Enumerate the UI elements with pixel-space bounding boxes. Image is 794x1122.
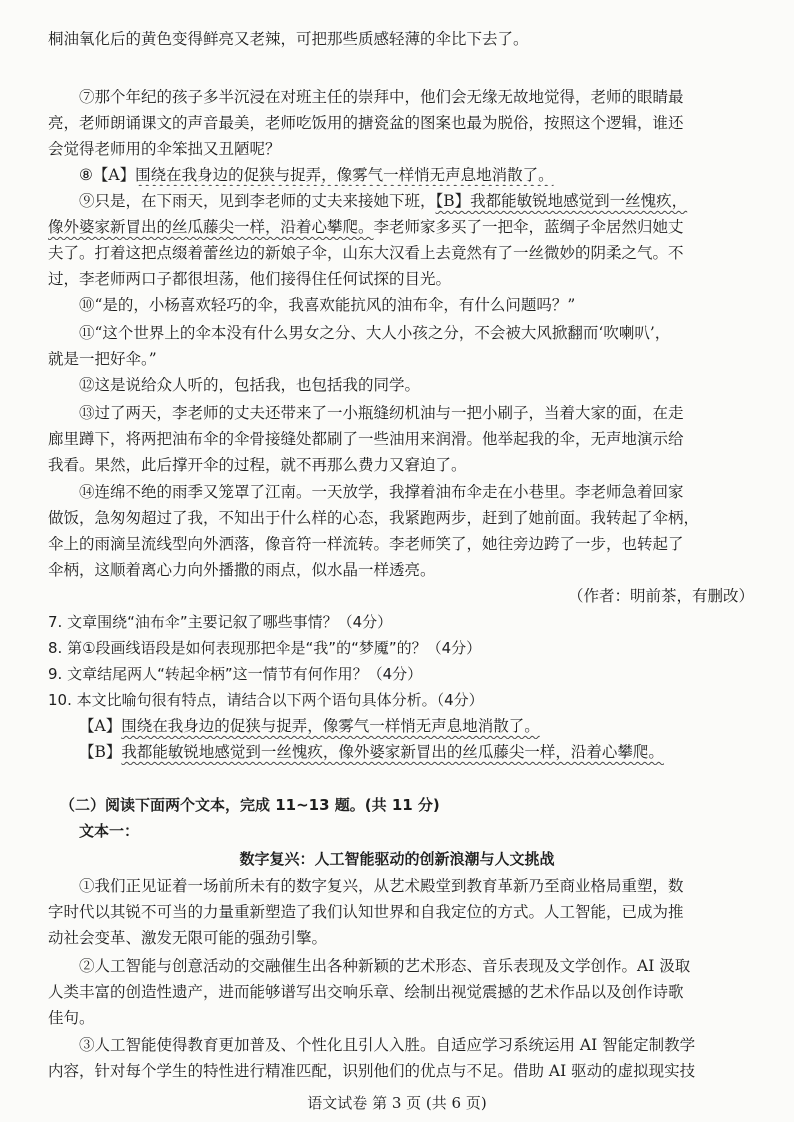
paragraph-14-line-4: 伞柄，这顺着离心力向外播撒的雨点，似水晶一样透亮。 [48,561,436,579]
marker-a: 【A】 [79,717,122,735]
article-paragraph-2-line-3: 佳句。 [48,1009,95,1027]
paragraph-7-line-1: ⑦那个年纪的孩子多半沉浸在对班主任的崇拜中，他们会无缘无故地觉得，老师的眼睛最 [79,88,684,106]
paragraph-10: ⑩“是的，小杨喜欢轻巧的伞，我喜欢能抗风的油布伞，有什么问题吗？” [79,296,576,314]
question-10: 10. 本文比喻句很有特点，请结合以下两个语句具体分析。（4分） [48,691,484,709]
paragraph-9-text: ⑨只是，在下雨天，见到李老师的丈夫来接她下班， [79,192,436,210]
question-8: 8. 第①段画线语段是如何表现那把伞是“我”的“梦魇”的？（4分） [48,639,482,657]
question-9: 9. 文章结尾两人“转起伞柄”这一情节有何作用？（4分） [48,665,423,683]
marker-b: 【B】 [79,743,122,761]
paragraph-9-line-2 [48,216,756,240]
paragraph-11-line-2: 就是一把好伞。” [48,350,157,368]
paragraph-7-line-2: 亮，老师朗诵课文的声音最美，老师吃饭用的搪瓷盆的图案也最为脱俗，按照这个逻辑，谁还 [48,114,684,132]
underlined-sentence-b-part-2: 像外婆家新冒出的丝瓜藤尖一样，沿着心攀爬。 [48,218,374,236]
paragraph-13-line-3: 我看。果然，此后撑开伞的过程，就不再那么费力又窘迫了。 [48,456,467,474]
paragraph-14-line-3: 伞上的雨滴呈流线型向外洒落，像音符一样流转。李老师笑了，她往旁边跨了一步，也转起了 [48,535,684,553]
paragraph-8 [79,164,756,186]
paragraph-11-line-1: ⑪“这个世界上的伞本没有什么男女之分、大人小孩之分，不会被大风掀翻而‘吹喇叭’， [79,324,671,342]
article-paragraph-1-line-1: ①我们正见证着一场前所未有的数字复兴，从艺术殿堂到教育革新乃至商业格局重塑，数 [79,877,684,895]
section-2-heading: （二）阅读下面两个文本，完成 11~13 题。(共 11 分) [60,796,440,814]
paragraph-9-line-1 [79,190,756,214]
paragraph-13-line-1: ⑬过了两天，李老师的丈夫还带来了一小瓶缝纫机油与一把小刷子，当着大家的面，在走 [79,404,684,422]
underlined-sentence-a: 围绕在我身边的促狭与捉弄，像雾气一样悄无声息地消散了。 [135,166,554,184]
text-1-label: 文本一： [79,822,140,840]
article-title: 数字复兴：人工智能驱动的创新浪潮与人文挑战 [239,850,555,868]
question-10-sentence-a [79,715,756,739]
underlined-sentence-b-part-1: 【B】我都能敏锐地感觉到一丝愧疚， [435,192,688,210]
paragraph-12: ⑫这是说给众人听的，包括我，也包括我的同学。 [79,376,421,394]
article-paragraph-1-line-3: 动社会变革、激发无限可能的强劲引擎。 [48,929,328,947]
paragraph-9-line-3: 夫了。打着这把点缀着蕾丝边的新娘子伞，山东大汉看上去竟然有了一丝微妙的阴柔之气。不 [48,244,684,262]
page-footer: 语文试卷 第 3 页 (共 6 页) [307,1094,487,1112]
article-paragraph-1-line-2: 字时代以其锐不可当的力量重新塑造了我们认知世界和自我定位的方式。人工智能，已成为推 [48,903,684,921]
paragraph-14-line-2: 做饭，急匆匆超过了我，不知出于什么样的心态，我紧跑两步，赶到了她前面。我转起了伞柄， [48,509,700,527]
article-paragraph-2-line-1: ②人工智能与创意活动的交融催生出各种新颖的艺术形态、音乐表现及文学创作。AI 汲取 [79,957,691,975]
article-paragraph-3-line-2: 内容，针对每个学生的特性进行精准匹配，识别他们的优点与不足。借助 AI 驱动的虚拟现实技 [48,1062,696,1080]
quoted-sentence-a: 围绕在我身边的促狭与捉弄，像雾气一样悄无声息地消散了。 [121,717,540,735]
paragraph-6-end: 桐油氧化后的黄色变得鲜亮又老辣，可把那些质感轻薄的伞比下去了。 [48,30,529,48]
article-paragraph-2-line-2: 人类丰富的创造性遗产，进而能够谱写出交响乐章、绘制出视觉震撼的艺术作品以及创作诗歌 [48,983,684,1001]
paragraph-14-line-1: ⑭连绵不绝的雨季又笼罩了江南。一天放学，我撑着油布伞走在小巷里。李老师急着回家 [79,483,684,501]
paragraph-9-text-2: 李老师家多买了一把伞，蓝绸子伞居然归她丈 [373,218,684,236]
quoted-sentence-b: 我都能敏锐地感觉到一丝愧疚，像外婆家新冒出的丝瓜藤尖一样，沿着心攀爬。 [121,743,664,761]
paragraph-7-line-3: 会觉得老师用的伞笨拙又丑陋呢？ [48,140,281,158]
article-paragraph-3-line-1: ③人工智能使得教育更加普及、个性化且引人入胜。自适应学习系统运用 AI 智能定制教学 [79,1036,696,1054]
marker-a: ⑧【A】 [79,166,136,184]
author-credit: （作者：明前茶，有删改） [567,587,754,605]
question-7: 7. 文章围绕“油布伞”主要记叙了哪些事情？（4分） [48,613,393,631]
paragraph-9-line-4: 过，李老师两口子都很坦荡，他们接得住任何试探的目光。 [48,270,452,288]
question-10-sentence-b [79,741,756,765]
paragraph-13-line-2: 廊里蹲下，将两把油布伞的伞骨接缝处都刷了一些油用来润滑。他举起我的伞，无声地演示给 [48,430,684,448]
